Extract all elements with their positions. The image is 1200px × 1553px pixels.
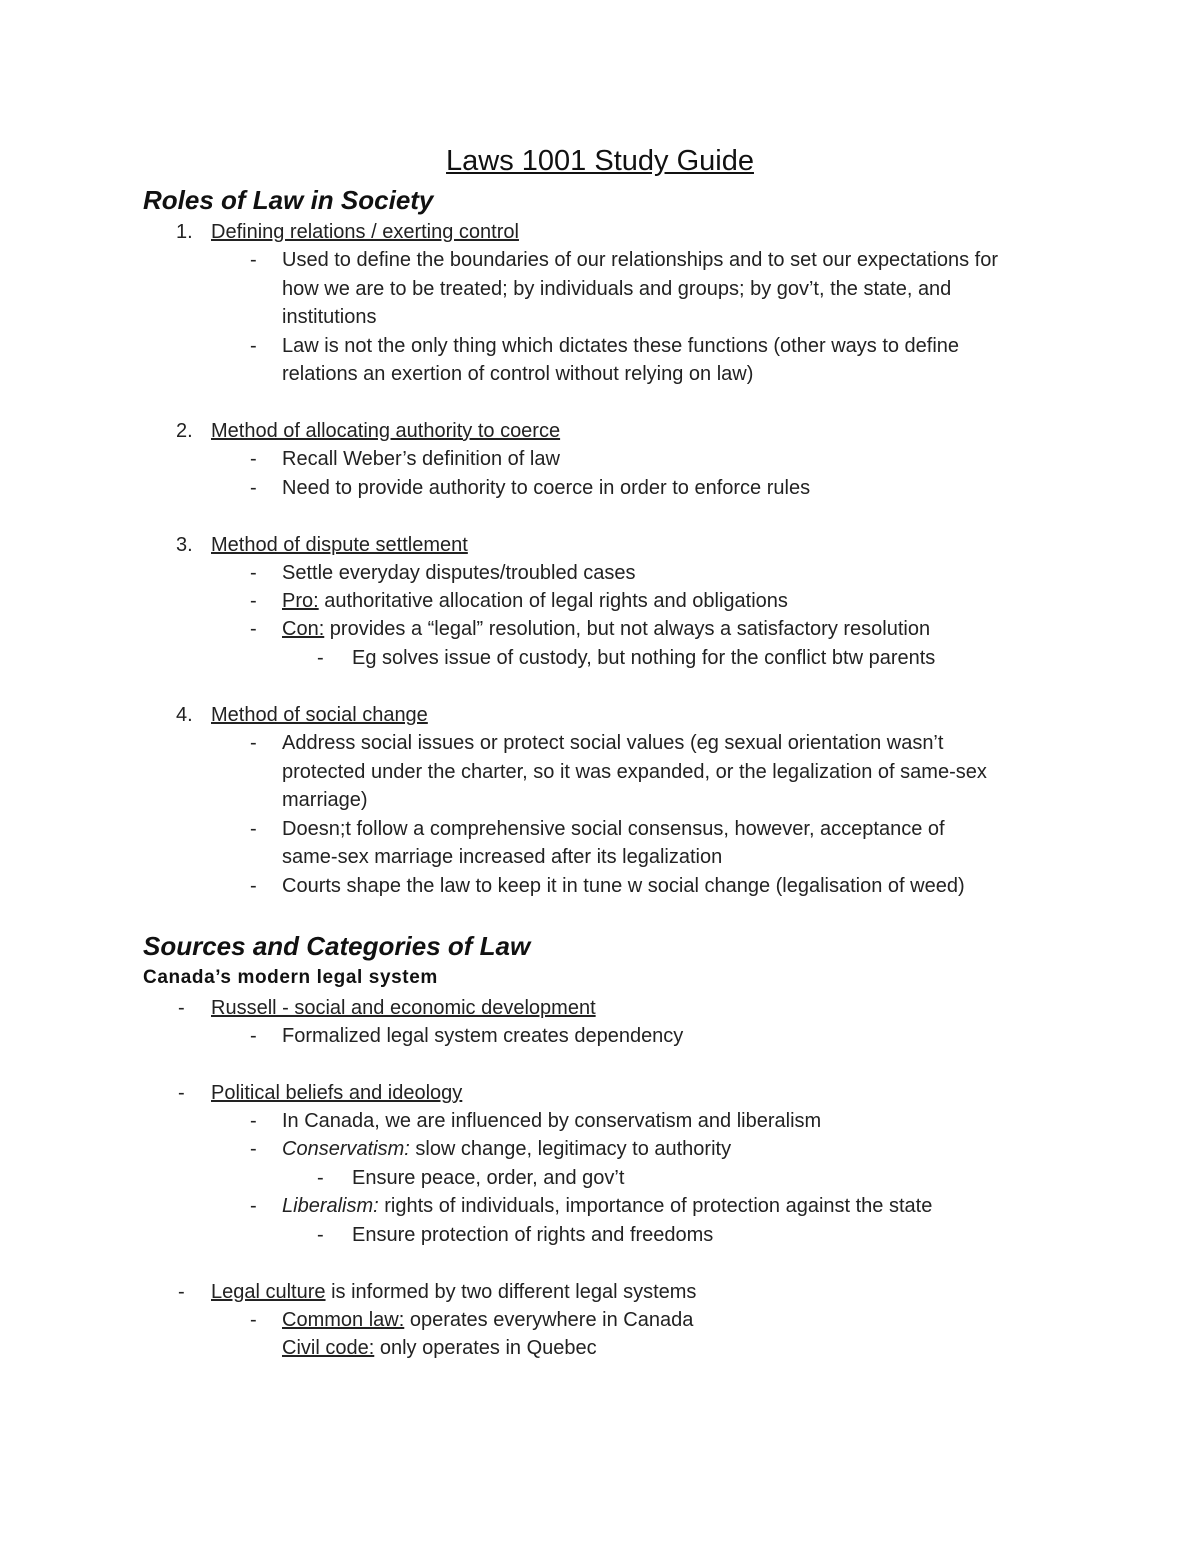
section-heading-roles: Roles of Law in Society xyxy=(143,185,434,215)
bullet-text: marriage) xyxy=(282,789,368,811)
section-heading-sources: Sources and Categories of Law xyxy=(143,931,531,961)
sub-bullet-text: Eg solves issue of custody, but nothing for the conflict btw parents xyxy=(352,647,936,669)
dash-bullet: - xyxy=(250,1110,257,1132)
con-text: provides a “legal” resolution, but not always a satisfactory resolution xyxy=(324,618,931,640)
dash-bullet: - xyxy=(250,1138,257,1160)
conservatism-label: Conservatism: xyxy=(282,1138,410,1160)
list-number: 2. xyxy=(176,420,193,442)
list-number: 4. xyxy=(176,704,193,726)
list-item-label: Method of social change xyxy=(211,704,428,726)
subsection-heading: Canada’s modern legal system xyxy=(143,967,438,988)
bullet-text: protected under the charter, so it was expanded, or the legalization of same-sex xyxy=(282,761,987,783)
bullet-text: Need to provide authority to coerce in order to enforce rules xyxy=(282,477,811,499)
dash-bullet: - xyxy=(250,562,257,584)
conservatism-text: slow change, legitimacy to authority xyxy=(409,1138,732,1160)
bullet-text xyxy=(282,587,788,615)
sub-bullet-text: Ensure peace, order, and gov’t xyxy=(352,1167,625,1189)
document-title: Laws 1001 Study Guide xyxy=(446,145,754,177)
common-law-text: operates everywhere in Canada xyxy=(404,1309,694,1331)
dash-bullet: - xyxy=(250,1195,257,1217)
list-number: 1. xyxy=(176,221,193,243)
political-label: Political beliefs and ideology xyxy=(211,1082,463,1104)
russell-label: Russell - social and economic development xyxy=(211,997,596,1019)
dash-bullet: - xyxy=(250,818,257,840)
dash-bullet: - xyxy=(317,1224,324,1246)
bullet-text: Settle everyday disputes/troubled cases xyxy=(282,562,636,584)
bullet-text xyxy=(282,1306,693,1334)
liberalism-text: rights of individuals, importance of protection against the state xyxy=(378,1195,933,1217)
bullet-text xyxy=(282,615,930,643)
dash-bullet: - xyxy=(178,1281,185,1303)
bullet-text: Formalized legal system creates dependency xyxy=(282,1025,684,1047)
dash-bullet: - xyxy=(250,732,257,754)
bullet-text: Courts shape the law to keep it in tune w social change (legalisation of weed) xyxy=(282,875,965,897)
dash-bullet: - xyxy=(250,875,257,897)
dash-bullet: - xyxy=(317,1167,324,1189)
bullet-text: Recall Weber’s definition of law xyxy=(282,448,560,470)
legal-culture-label: Legal culture xyxy=(211,1281,326,1303)
dash-bullet: - xyxy=(317,647,324,669)
dash-bullet: - xyxy=(178,997,185,1019)
bullet-text xyxy=(282,1135,731,1163)
bullet-text: relations an exertion of control without relying on law) xyxy=(282,363,754,385)
bullet-text xyxy=(282,1334,597,1362)
dash-bullet: - xyxy=(178,1082,185,1104)
bullet-text: institutions xyxy=(282,306,377,328)
dash-bullet: - xyxy=(250,448,257,470)
legal-culture-text: is informed by two different legal systems xyxy=(325,1281,697,1303)
dash-bullet: - xyxy=(250,1025,257,1047)
dash-bullet: - xyxy=(250,477,257,499)
bullet-text: Law is not the only thing which dictates these functions (other ways to define xyxy=(282,335,960,357)
dash-bullet: - xyxy=(250,335,257,357)
list-item-label: Method of allocating authority to coerce xyxy=(211,420,561,442)
pro-label: Pro: xyxy=(282,590,319,612)
bullet-text: In Canada, we are influenced by conservatism and liberalism xyxy=(282,1110,822,1132)
list-number: 3. xyxy=(176,534,193,556)
dash-bullet: - xyxy=(250,249,257,271)
pro-text: authoritative allocation of legal rights and obligations xyxy=(318,590,788,612)
liberalism-label: Liberalism: xyxy=(282,1195,379,1217)
bullet-text: Doesn;t follow a comprehensive social consensus, however, acceptance of xyxy=(282,818,945,840)
dash-bullet: - xyxy=(250,590,257,612)
common-law-label: Common law: xyxy=(282,1309,405,1331)
list-item-label: Defining relations / exerting control xyxy=(211,221,519,243)
list-item-label: Method of dispute settlement xyxy=(211,534,468,556)
con-label: Con: xyxy=(282,618,325,640)
dash-bullet: - xyxy=(250,1309,257,1331)
civil-code-label: Civil code: xyxy=(282,1337,375,1359)
bullet-text: same-sex marriage increased after its legalization xyxy=(282,846,723,868)
bullet-text: how we are to be treated; by individuals and groups; by gov’t, the state, and xyxy=(282,278,952,300)
bullet-text xyxy=(211,1278,696,1306)
sub-bullet-text: Ensure protection of rights and freedoms xyxy=(352,1224,714,1246)
bullet-text: Address social issues or protect social values (eg sexual orientation wasn’t xyxy=(282,732,944,754)
dash-bullet: - xyxy=(250,618,257,640)
bullet-text: Used to define the boundaries of our relationships and to set our expectations for xyxy=(282,249,999,271)
bullet-text xyxy=(282,1192,932,1220)
civil-code-text: only operates in Quebec xyxy=(374,1337,597,1359)
